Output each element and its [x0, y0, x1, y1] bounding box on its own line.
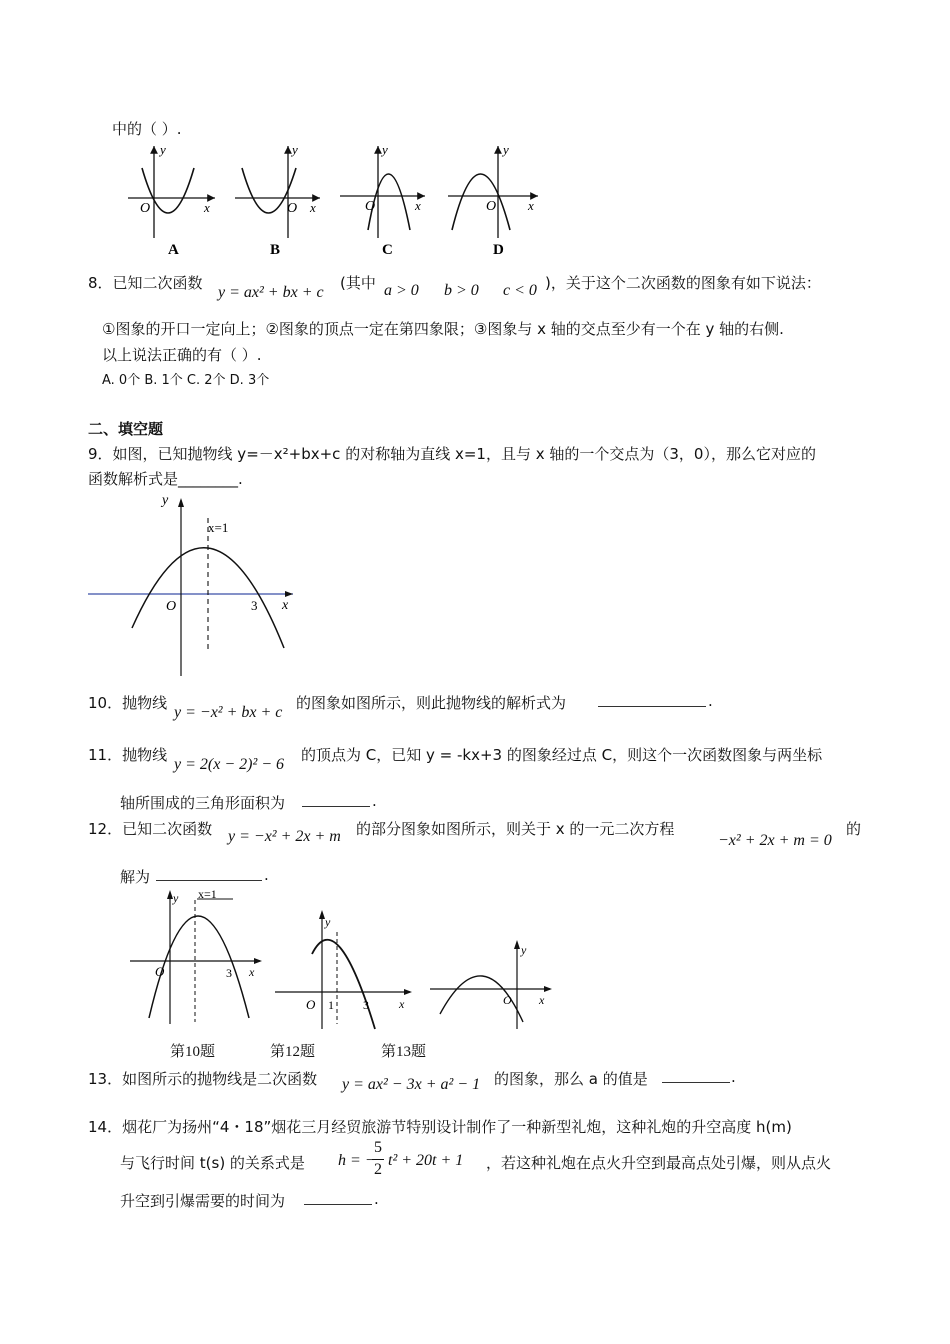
q7-d-o: O — [486, 199, 497, 214]
fig10-y: y — [173, 891, 179, 905]
q7-b-y: y — [292, 142, 298, 157]
fig10 — [130, 887, 262, 1024]
q11-num: 11．抛物线 — [88, 746, 168, 764]
q7-d-y: y — [503, 142, 509, 157]
q7-label-d: D — [493, 242, 504, 258]
fig10-o: O — [155, 964, 165, 979]
q7-a-o: O — [140, 201, 151, 216]
q7-tail: 中的（ ）. — [112, 120, 182, 138]
section-title: 二、填空题 — [88, 420, 164, 438]
q12-blank — [156, 866, 262, 885]
q14-frac-num: 5 — [374, 1139, 382, 1156]
q7-label-a: A — [168, 242, 179, 258]
q7-b-x: x — [310, 200, 316, 215]
q13-blank — [662, 1068, 730, 1087]
fig9-root: 3 — [251, 598, 258, 613]
q7-graph-a — [128, 142, 215, 258]
q11-eq: y = 2(x − 2)² − 6 — [174, 756, 285, 773]
q8-num: 8．已知二次函数 — [88, 274, 203, 292]
fig9-sym: x=1 — [208, 520, 229, 535]
fig10-x: x — [249, 965, 255, 979]
q14-frac-den: 2 — [374, 1161, 382, 1178]
q7-d-x: x — [528, 198, 534, 213]
q8-cond-open: (其中 — [340, 274, 376, 292]
q7-b-o: O — [287, 201, 298, 216]
fig13-o: O — [503, 993, 512, 1007]
caption-fig12: 第12题 — [270, 1044, 316, 1060]
q10-num: 10．抛物线 — [88, 694, 168, 712]
fig9-o: O — [166, 599, 177, 614]
q12-end: . — [264, 866, 269, 884]
fig9 — [88, 488, 308, 680]
q7-c-o: O — [365, 199, 376, 214]
fig9-x: x — [282, 598, 289, 613]
q14-line3: 升空到引爆需要的时间为 — [120, 1192, 286, 1210]
q7-c-y: y — [382, 142, 388, 157]
q14-frac-bar — [372, 1159, 384, 1160]
caption-fig13: 第13题 — [381, 1044, 427, 1060]
q13-end: . — [731, 1068, 736, 1086]
q12-eq2: −x² + 2x + m = 0 — [718, 832, 832, 849]
q12-mid: 的部分图象如图所示，则关于 x 的一元二次方程 — [356, 820, 675, 838]
q8-cond-c: c < 0 — [503, 282, 537, 299]
q8-line2: ①图象的开口一定向上；②图象的顶点一定在第四象限；③图象与 x 轴的交点至少有一个在 y 轴的右侧. — [102, 320, 784, 338]
q11-blank — [302, 792, 370, 811]
q11-end: . — [372, 792, 377, 810]
q8-eq: y = ax² + bx + c — [218, 284, 324, 301]
fig12-y: y — [325, 915, 331, 929]
q12-line2: 解为 — [120, 868, 151, 886]
q14-end: . — [374, 1190, 379, 1208]
q10-end: . — [708, 692, 713, 710]
q14-line2a: 与飞行时间 t(s) 的关系式是 — [120, 1154, 305, 1172]
q9-line1: 9．如图，已知抛物线 y=－x²+bx+c 的对称轴为直线 x=1，且与 x 轴的一个交点为（3，0），那么它对应的 — [88, 445, 816, 463]
q12-eq: y = −x² + 2x + m — [228, 828, 341, 845]
fig10-sym: x=1 — [198, 887, 217, 901]
q7-a-y: y — [160, 142, 166, 157]
q14-line2b: ，若这种礼炮在点火升空到最高点处引爆，则从点火 — [486, 1154, 832, 1172]
fig9-y: y — [162, 493, 169, 508]
fig13 — [430, 940, 552, 1029]
q14-eq-rest: t² + 20t + 1 — [388, 1152, 464, 1169]
q7-c-x: x — [415, 198, 421, 213]
q10-tail: 的图象如图所示，则此抛物线的解析式为 — [296, 694, 567, 712]
fig12-x: x — [399, 997, 405, 1011]
q14-blank — [304, 1190, 372, 1209]
q7-graph-d — [448, 142, 538, 258]
figs-row — [125, 884, 555, 1034]
q7-a-x: x — [204, 200, 210, 215]
q10-blank — [598, 692, 706, 711]
q8-cond-a: a > 0 — [384, 282, 419, 299]
q12-de: 的 — [846, 820, 862, 838]
caption-fig10: 第10题 — [170, 1044, 216, 1060]
q12-num: 12．已知二次函数 — [88, 820, 213, 838]
q13-num: 13．如图所示的抛物线是二次函数 — [88, 1070, 318, 1088]
q14-eq-h: h = − — [338, 1152, 376, 1169]
q7-graph-b — [235, 142, 320, 258]
fig12 — [275, 910, 412, 1029]
fig10-root: 3 — [226, 966, 232, 980]
fig12-o: O — [306, 997, 316, 1012]
q7-label-b: B — [270, 242, 281, 258]
q11-line2: 轴所围成的三角形面积为 — [120, 794, 286, 812]
fig12-one: 1 — [328, 998, 334, 1012]
q13-eq: y = ax² − 3x + a² − 1 — [342, 1076, 481, 1093]
q7-label-c: C — [382, 242, 393, 258]
q7-graph-c — [340, 142, 425, 258]
q10-eq: y = −x² + bx + c — [174, 704, 283, 721]
fig13-x: x — [539, 993, 545, 1007]
fig13-y: y — [521, 943, 527, 957]
q9-line2: 函数解析式是________. — [88, 470, 243, 488]
q8-line3: 以上说法正确的有（ ）. — [102, 346, 262, 364]
q8-cond-b: b > 0 — [444, 282, 479, 299]
q7-graphs — [120, 138, 560, 262]
fig12-root: 3 — [363, 998, 369, 1012]
q14-line1: 14．烟花厂为扬州“4・18”烟花三月经贸旅游节特别设计制作了一种新型礼炮，这种礼炮的升空高度 h(m) — [88, 1118, 792, 1136]
q13-tail: 的图象，那么 a 的值是 — [494, 1070, 648, 1088]
q11-tail: 的顶点为 C，已知 y = -kx+3 的图象经过点 C，则这个一次函数图象与两坐标 — [301, 746, 823, 764]
q8-cond-close: )，关于这个二次函数的图象有如下说法： — [545, 274, 821, 292]
q8-options: A. 0个 B. 1个 C. 2个 D. 3个 — [102, 373, 270, 388]
